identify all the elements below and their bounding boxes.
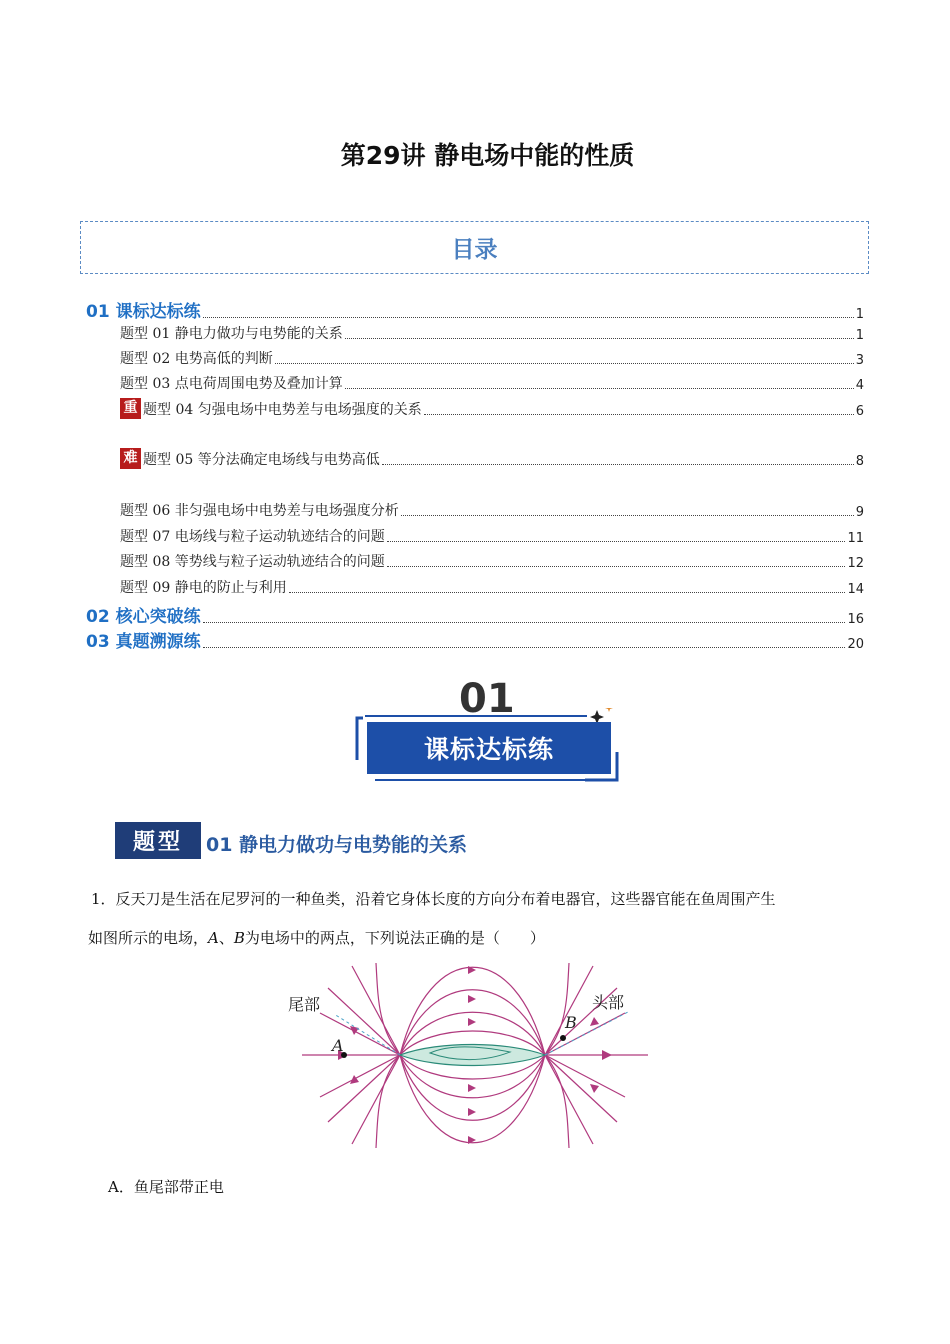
toc-item-page: 16 [847,612,864,627]
toc-item-01[interactable] [86,297,864,322]
toc-item-label: 题型 06 非匀强电场中电势差与电场强度分析 [120,503,399,519]
toc-dots [203,621,846,623]
toc-item-page: 14 [847,582,864,597]
point-b-ref: B [233,929,245,947]
toc-item-type07[interactable] [120,526,864,546]
point-b-label: B [565,1013,577,1032]
toc-dots [387,540,846,542]
page-title: 第29讲 静电场中能的性质 [340,141,635,170]
section-number: 01 [459,676,515,722]
toc-item-label: 题型 09 静电的防止与利用 [120,580,287,596]
fish-body [400,1044,545,1065]
toc-item-type04[interactable] [120,398,864,419]
question-line-1 [91,888,776,909]
point-a-label: A [332,1036,344,1055]
toc-heading-box [80,221,869,274]
toc-item-page: 3 [855,353,864,368]
toc-dots [401,514,854,516]
question-text: 如图所示的电场， [88,929,209,947]
section-banner [367,722,611,774]
point-a-ref: A [208,929,219,947]
toc-item-type02[interactable] [120,348,864,368]
hard-mark-badge: 难 [120,448,141,469]
toc-item-label: 题型 03 点电荷周围电势及叠加计算 [120,376,343,392]
tail-label: 尾部 [288,995,321,1014]
toc-heading: 目录 [451,237,498,263]
toc-dots [424,413,854,415]
toc-dots [275,362,854,364]
toc-item-page: 20 [847,637,864,652]
toc-item-03[interactable] [86,627,864,652]
point-b-marker [560,1035,566,1041]
toc-item-label: 题型 02 电势高低的判断 [120,351,273,367]
toc-item-page: 12 [847,556,864,571]
toc-item-label: 题型 04 匀强电场中电势差与电场强度的关系 [143,402,422,418]
toc-dots [345,387,854,389]
question-number: 1． [91,890,116,908]
toc-item-page: 1 [855,307,864,322]
toc-item-label: 题型 07 电场线与粒子运动轨迹结合的问题 [120,529,385,545]
head-label: 头部 [592,993,625,1012]
toc-dots [387,565,846,567]
toc-item-type06[interactable] [120,500,864,520]
topic-title: 01 静电力做功与电势能的关系 [206,834,468,856]
toc-item-label: 03 真题溯源练 [86,632,201,652]
toc-item-type05[interactable] [120,448,864,469]
toc-item-type03[interactable] [120,373,864,393]
separator: 、 [218,929,234,947]
toc-dots [203,646,846,648]
toc-dots [345,337,854,339]
toc-item-label: 02 核心突破练 [86,607,201,627]
toc-item-label: 01 课标达标练 [86,302,201,322]
section-title: 课标达标练 [423,735,554,764]
toc-item-label: 题型 01 静电力做功与电势能的关系 [120,326,343,342]
toc-dots [382,463,854,465]
toc-dots [289,591,846,593]
sparkle-icon [605,708,613,712]
toc-item-page: 11 [847,531,864,546]
question-text: 为电场中的两点，下列说法正确的是（ ） [244,929,545,947]
topic-tag [115,822,201,859]
toc-item-type01[interactable] [120,323,864,343]
toc-item-page: 9 [855,505,864,520]
toc-item-02[interactable] [86,602,864,627]
toc-item-page: 1 [855,328,864,343]
toc-item-page: 8 [855,454,864,469]
toc-dots [203,316,854,318]
topic-tag-label: 题型 [132,829,183,855]
question-text: 反天刀是生活在尼罗河的一种鱼类，沿着它身体长度的方向分布着电器官，这些器官能在鱼周围产生 [115,890,776,908]
toc-item-page: 4 [855,378,864,393]
toc-item-page: 6 [855,404,864,419]
option-a[interactable]: A．鱼尾部带正电 [108,1178,224,1196]
key-mark-badge: 重 [120,398,141,419]
toc-item-type09[interactable] [120,577,864,597]
toc-item-type08[interactable] [120,551,864,571]
question-line-2 [88,927,545,948]
toc-item-label: 题型 05 等分法确定电场线与电势高低 [143,452,380,468]
toc-item-label: 题型 08 等势线与粒子运动轨迹结合的问题 [120,554,385,570]
electric-field-figure [280,958,660,1154]
